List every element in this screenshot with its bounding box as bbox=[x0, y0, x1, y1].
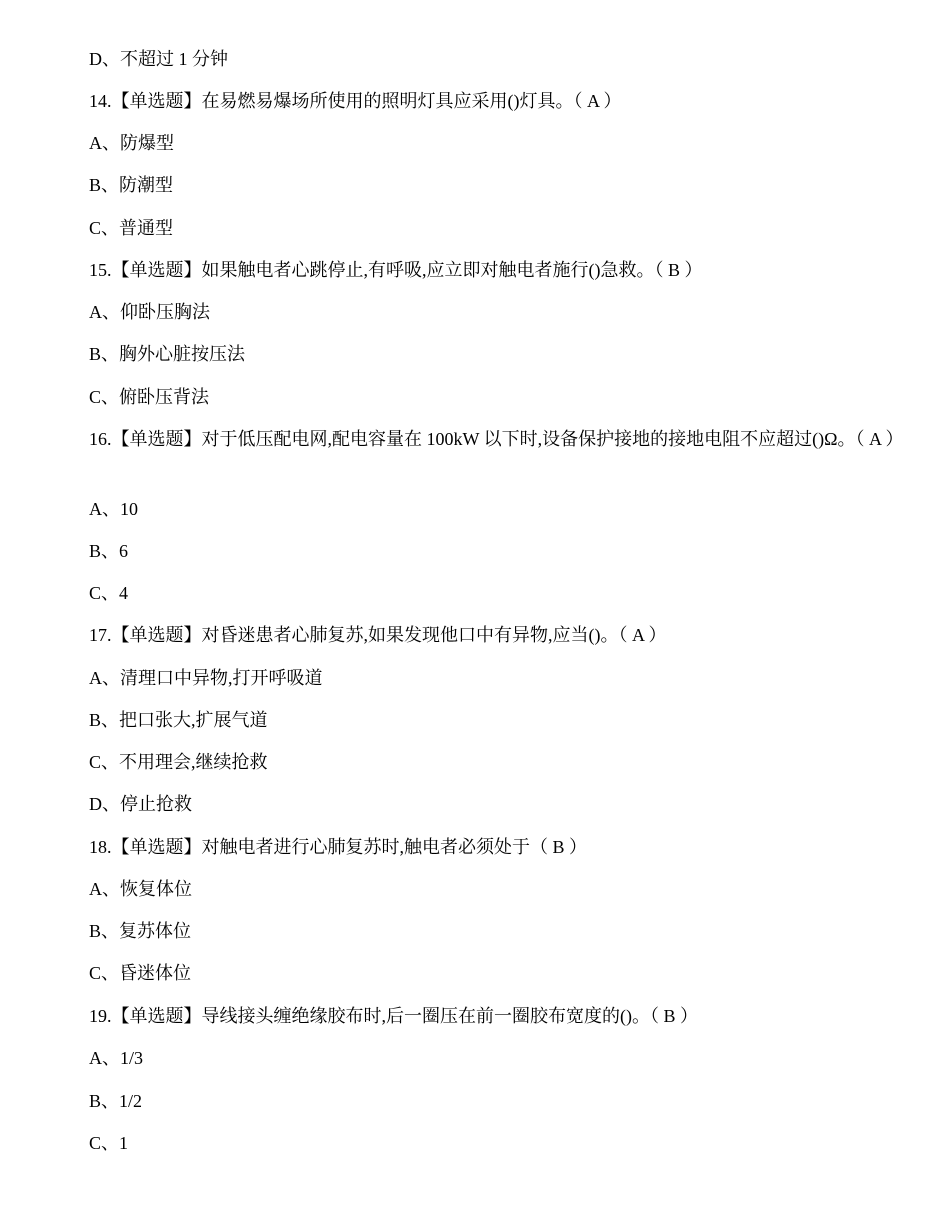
question-line: 14.【单选题】在易燃易爆场所使用的照明灯具应采用()灯具。（ A ） bbox=[89, 91, 622, 111]
option-line: D、停止抢救 bbox=[89, 794, 192, 814]
option-line: A、仰卧压胸法 bbox=[89, 302, 210, 322]
option-line: C、1 bbox=[89, 1133, 129, 1153]
option-line: B、1/2 bbox=[89, 1091, 143, 1111]
option-line: A、防爆型 bbox=[89, 133, 174, 153]
option-line: C、不用理会,继续抢救 bbox=[89, 752, 268, 772]
option-line: C、4 bbox=[89, 583, 129, 603]
option-line: A、恢复体位 bbox=[89, 879, 192, 899]
question-line: 16.【单选题】对于低压配电网,配电容量在 100kW 以下时,设备保护接地的接地电阻不应超过()Ω。（ A ） bbox=[89, 429, 904, 449]
option-line: B、胸外心脏按压法 bbox=[89, 344, 246, 364]
option-line: D、不超过 1 分钟 bbox=[89, 49, 228, 69]
option-line: C、昏迷体位 bbox=[89, 963, 192, 983]
option-line: A、1/3 bbox=[89, 1048, 143, 1068]
option-line: A、清理口中异物,打开呼吸道 bbox=[89, 668, 323, 688]
option-line: B、把口张大,扩展气道 bbox=[89, 710, 268, 730]
question-line: 17.【单选题】对昏迷患者心肺复苏,如果发现他口中有异物,应当()。（ A ） bbox=[89, 625, 667, 645]
option-line: A、10 bbox=[89, 499, 138, 519]
question-line: 18.【单选题】对触电者进行心肺复苏时,触电者必须处于（ B ） bbox=[89, 837, 588, 857]
question-line: 19.【单选题】导线接头缠绝缘胶布时,后一圈压在前一圈胶布宽度的()。（ B ） bbox=[89, 1006, 698, 1026]
option-line: C、俯卧压背法 bbox=[89, 387, 210, 407]
option-line: B、防潮型 bbox=[89, 175, 174, 195]
option-line: C、普通型 bbox=[89, 218, 174, 238]
option-line: B、复苏体位 bbox=[89, 921, 192, 941]
question-line: 15.【单选题】如果触电者心跳停止,有呼吸,应立即对触电者施行()急救。（ B ） bbox=[89, 260, 703, 280]
option-line: B、6 bbox=[89, 541, 129, 561]
